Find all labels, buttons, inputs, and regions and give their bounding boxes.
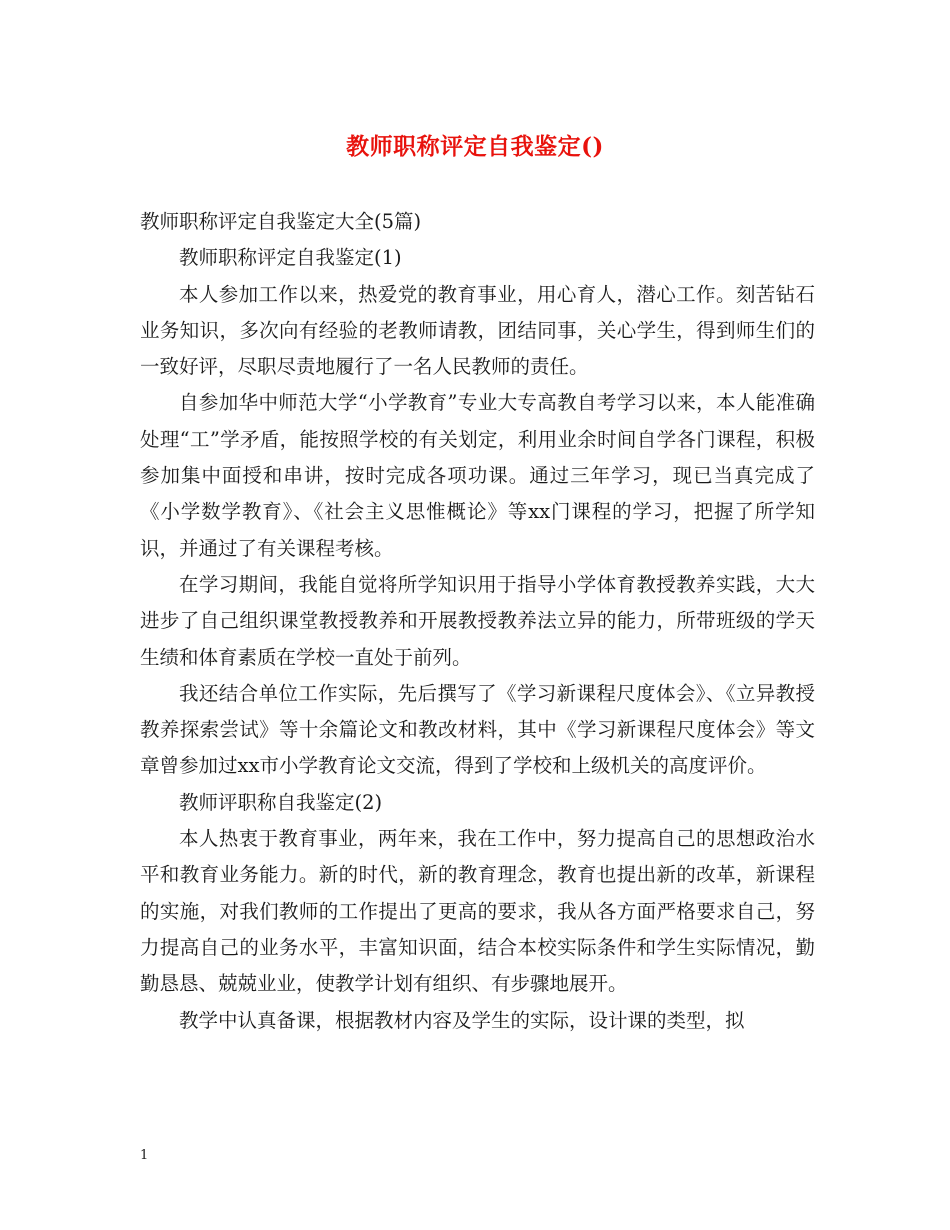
paragraph: 我还结合单位工作实际，先后撰写了《学习新课程尺度体会》、《立异教授教养探索尝试》等十余篇论文和教改材料，其中《学习新课程尺度体会》等文章曾参加过xx市小学教育论文交流，得到了学校和上级机关的高度评价。	[140, 681, 815, 778]
paragraph: 在学习期间，我能自觉将所学知识用于指导小学体育教授教养实践，大大进步了自己组织课堂教授教养和开展教授教养法立异的能力，所带班级的学天生绩和体育素质在学校一直处于前列。	[140, 572, 815, 669]
section-heading-1: 教师职称评定自我鉴定(1)	[179, 246, 402, 270]
page-number: 1	[140, 1148, 149, 1163]
paragraph: 本人参加工作以来，热爱党的教育事业，用心育人，潜心工作。刻苦钻石业务知识，多次向有经验的老教师请教，团结同事，关心学生，得到师生们的一致好评，尽职尽责地履行了一名人民教师的责任。	[140, 282, 815, 379]
paragraph: 教学中认真备课，根据教材内容及学生的实际，设计课的类型，拟	[179, 1008, 745, 1032]
paragraph-collection-heading: 教师职称评定自我鉴定大全(5篇)	[140, 210, 422, 233]
paragraph: 本人热衷于教育事业，两年来，我在工作中，努力提高自己的思想政治水平和教育业务能力。新的时代，新的教育理念，教育也提出新的改革，新课程的实施，对我们教师的工作提出了更高的要求，我从各方面严格要求自己，努力提高自己的业务水平，丰富知识面，结合本校实际条件和学生实际情况，勤勤恳恳、兢兢业业，使教学计划有组织、有步骤地展开。	[140, 827, 815, 996]
paragraph: 自参加华中师范大学“小学教育”专业大专高教自考学习以来，本人能准确处理“工”学矛盾，能按照学校的有关划定，利用业余时间自学各门课程，积极参加集中面授和串讲，按时完成各项功课。通过三年学习，现已当真完成了《小学数学教育》、《社会主义思惟概论》等xx门课程的学习，把握了所学知识，并通过了有关课程考核。	[140, 391, 815, 560]
section-heading-2: 教师评职称自我鉴定(2)	[179, 790, 383, 814]
document-body	[140, 204, 815, 1039]
document-title: 教师职称评定自我鉴定()	[346, 133, 604, 160]
